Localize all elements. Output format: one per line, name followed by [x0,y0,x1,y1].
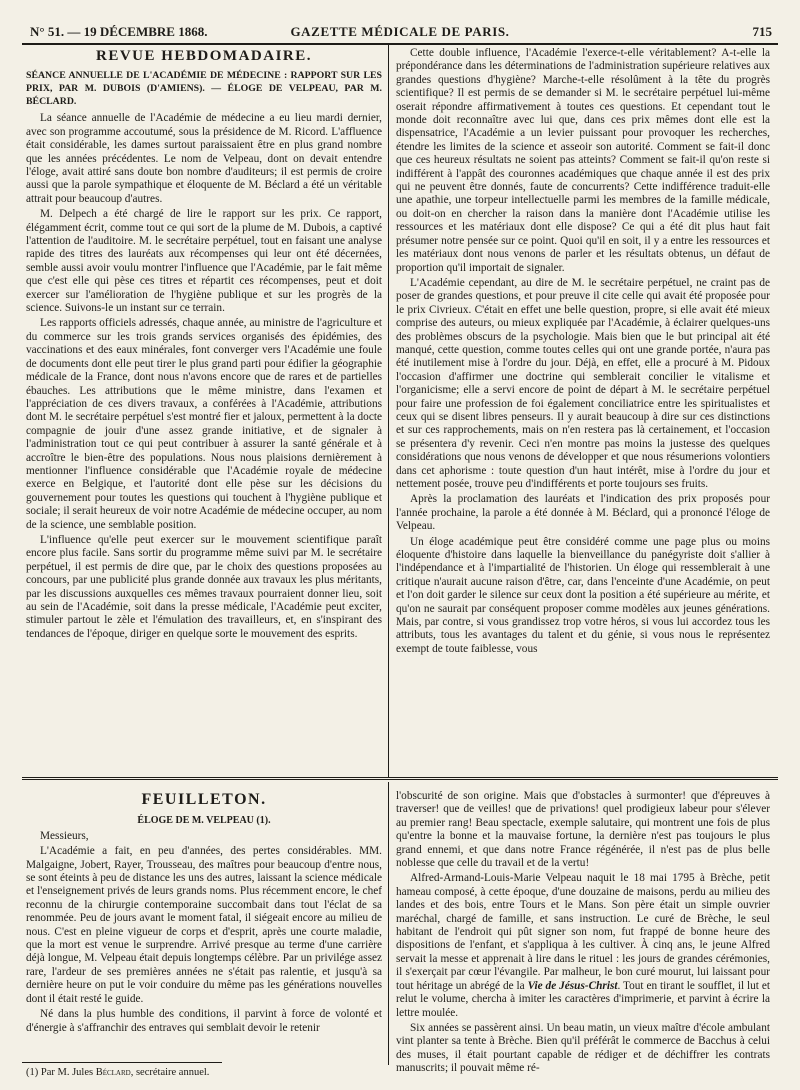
seance-heading: SÉANCE ANNUELLE DE L'ACADÉMIE DE MÉDECINE : RAPPORT SUR LES PRIX, PAR M. DUBOIS (D'AMIENS). — ÉLOGE DE VELPEAU, PAR M. BÉCLARD. [26,70,382,107]
revue-paragraph: Les rapports officiels adressés, chaque année, au ministre de l'agriculture et du commerce sur les trois grands services organisés des épidémies, des vaccinations et des eaux minérales, font converger vers l'Académie une foule de documents dont elle peut tirer le plus grand parti pour édifier la géographie médicale de la France, dont nous n'avons encore que de rares et de partielles ébauches. Les attributions que le même ministre, dans l'examen et l'appréciation de ces divers travaux, a conférées à l'Académie, attributions dont M. le secrétaire perpétuel s'est montré fier et jaloux, permettent à la docte compagnie de jouir d'une assez grande initiative, et de signaler à l'administration tout ce qui peut contribuer à assurer la santé générale et à accroître le bien-être des populations. Nous nous plaisions dernièrement à mentionner l'influence considérable que l'Académie royale de médecine exerce en Belgique, et l'autorité dont elle pèse sur les décisions du gouvernement pour toutes les questions qui touchent à l'hygiène publique et sociale; il serait heureux de voir notre Académie de médecine occuper, au nom de la science, une semblable position. [26,317,382,531]
eloge-heading: ÉLOGE DE M. VELPEAU (1). [137,815,271,827]
journal-title: GAZETTE MÉDICALE DE PARIS. [290,24,510,39]
feuilleton-left-column [26,787,382,1063]
feuilleton-text: . Tout en tirant le soufflet, il lut et relut le volume, chercha à imiter les caractères d'imprimerie, et parvint à écrire la lettre moulée. [396,979,771,1019]
column-divider-bottom [388,782,389,1065]
page-number: 715 [752,24,772,39]
revue-right-column [396,47,770,775]
revue-paragraph: L'Académie cependant, au dire de M. le secrétaire perpétuel, ne craint pas de poser de grandes questions, et pour preuve il cite celle qui avait été proposée pour le prix Civrieux. C'était en effet une belle question, propre, si elle avait été mieux comprise des auteurs, ou mieux expliquée par l'Académie, à éclairer quelques-uns des problèmes obscurs de la psychologie. Mais bien que le but principal ait été manqué, cette question, comme toutes celles qui ont une grande portée, n'aura pas été inutilement mise à l'ordre du jour. Déjà, en effet, elle a procuré à M. Pidoux l'occasion d'affirmer une doctrine qui semblerait concilier le vitalisme et l'organicisme; elle a servi encore de point de départ à M. le secrétaire perpétuel pour faire une profession de foi également conciliatrice entre les spiritualistes et ceux qui se disent libres penseurs. Il y aurait beaucoup à dire sur ces distinctions et sur ces rapprochements, mais on n'en restera pas là certainement, et l'occasion se présentera d'y revenir. Ceci n'en montre pas moins la justesse des quelques considérations que nous venons de développer et que nous résumerions volontiers dans cet aphorisme : toute question d'un haut intérêt, mise à l'ordre du jour et nettement posée, trouve peu d'indifférents et porte toujours ses fruits. [396,276,770,490]
feuilleton-divider [22,777,778,781]
feuilleton-title: FEUILLETON. [141,791,267,808]
footnote-text: (1) Par M. Jules [26,1067,96,1078]
revue-paragraph: Après la proclamation des lauréats et l'indication des prix proposés pour l'année prochaine, la parole a été donnée à M. Béclard, qui a prononcé l'éloge de Velpeau. [396,493,770,533]
revue-paragraph: La séance annuelle de l'Académie de médecine a eu lieu mardi dernier, avec son programme accoutumé, sous la présidence de M. Ricord. L'affluence était considérable, les dames surtout paraissaient être en plus grand nombre que les années précédentes. Le nom de Velpeau, dont on devait entendre l'éloge, avait attiré sans doute bon nombre d'auditeurs; il est permis de croire aussi que la parole sympathique et éloquente de M. Béclard a été un véritable attrait pour beaucoup d'autres. [26,112,382,205]
feuilleton-paragraph: Six années se passèrent ainsi. Un beau matin, un vieux maître d'école ambulant vint planter sa tente à Brèche. Bien qu'il préférât le commerce de Bacchus à celui des muses, il était pourtant capable de rédiger et de déchiffrer les contrats manuscrits; il pouvait même ré- [396,1021,770,1075]
revue-paragraph: Un éloge académique peut être considéré comme une page plus ou moins éloquente d'histoire dans laquelle la bienveillance du panégyriste doit s'allier à l'indépendance et à l'impartialité de l'historien. Un éloge qui ressemblerait à une critique n'aurait aucune raison d'être, car, dans l'enceinte d'une Académie, on peut et l'on doit garder le silence sur ceux dont la position a été supérieure au mérite, et qu'on ne saurait par conséquent proposer comme modèles aux jeunes générations. Mais, par contre, si vous grandissez trop votre héros, si vous lui accordez tous les attributs, tous les avantages du talent et du génie, si vous nous le représentez exempt de toute faiblesse, vous [396,535,770,655]
footnote-rule [22,1062,222,1063]
revue-paragraph: M. Delpech a été chargé de lire le rapport sur les prix. Ce rapport, élégamment écrit, comme tout ce qui sort de la plume de M. Dubois, a captivé l'attention de l'auditoire. M. le secrétaire perpétuel, tout en faisant une analyse rapide des titres des lauréats aux récompenses qui leur ont été décernées, semble aussi avoir voulu montrer l'influence que l'Académie, par le fait même que c'est elle qui pèse ces titres et répartit ces récompenses, peut et doit exercer sur l'amélioration de l'hygiène publique et sur les progrès de la science. Suivons-le un instant sur ce terrain. [26,208,382,315]
feuilleton-right-column [396,790,771,1075]
masthead-rule [22,43,778,45]
masthead [22,20,778,42]
book-title: Vie de Jésus-Christ [527,979,618,992]
feuilleton-paragraph: l'obscurité de son origine. Mais que d'obstacles à surmonter! que d'épreuves à traverser! que de veilles! que de privations! quel prodigieux labeur pour s'élever au premier rang! Beau spectacle, exemple salutaire, qui montrent une fois de plus qu'entre la bonne et la mauvaise fortune, la dernière n'est pas toujours le plus grand ennemi, et que dans notre France régénérée, il n'est pas de plus belle noblesse que celle du travail et de la vertu! [396,790,770,870]
feuilleton-text: Alfred-Armand-Louis-Marie Velpeau naquit le 18 mai 1795 à Brèche, petit hameau composé, à cette époque, d'une douzaine de maisons, perdu au milieu des landes et des bois, entre Tours et le Mans. Son père était un simple ouvrier maréchal, chargé de famille, et sans instruction. Le curé de Brèche, le seul habitant de l'endroit qui pût signer son nom, fut frappé de bonne heure des dispositions de l'enfant, et s'appliqua à les cultiver. À cinq ans, le jeune Alfred servait la messe et apprenait à lire dans le rituel : les jours de grandes cérémonies, il s'exerçait par cœur l'évangile. Par malheur, le bon curé mourut, lui laissant pour tout héritage un abrégé de la [396,872,770,992]
feuilleton-paragraph [396,872,770,1019]
revue-paragraph: L'influence qu'elle peut exercer sur le mouvement scientifique paraît encore plus facile. Sans sortir du programme même suivi par M. le secrétaire perpétuel, il est permis de dire que, par le choix des questions proposées au concours, par une publicité plus grande donnée aux travaux les plus méritants, par les discussions auxquelles ces mêmes travaux pourraient donner lieu, soit au sein de l'Académie, soit dans la presse médicale, l'Académie peut exciter, stimuler partout le zèle et l'émulation des travailleurs, et, en s'inspirant des tendances de l'époque, diriger en quelque sorte le mouvement des esprits. [26,533,382,640]
column-divider-top [388,44,389,777]
feuilleton-paragraph: L'Académie a fait, en peu d'années, des pertes considérables. MM. Malgaigne, Jobert, Rayer, Trousseau, des maîtres pour beaucoup d'entre nous, se sont éteints à peu de distance les uns des autres, laissant la science médicale et l'enseignement privés de leurs grands noms. Plus récemment encore, le chef reconnu de la chirurgie contemporaine succombait dans tout l'éclat de sa renommée. Peu de jours avant le moment fatal, il siégeait encore au milieu de nous. C'est en pleine vigueur de corps et d'esprit, après une courte maladie, que la mort est venue le surprendre. Arrivé presque au terme d'une carrière déjà longue, M. Velpeau était depuis longtemps célèbre. Par un privilége assez rare, l'ardeur de ses premières années ne s'était pas ralentie, et jusqu'à sa dernière heure on put le voir conduire du même pas les générations nouvelles dont il était resté le guide. [26,845,382,1005]
salutation: Messieurs, [40,829,89,842]
footnote-text: , secrétaire annuel. [130,1067,210,1078]
revue-title: REVUE HEBDOMADAIRE. [95,48,312,64]
issue-date: N° 51. — 19 DÉCEMBRE 1868. [30,24,208,39]
revue-left-column [26,70,382,775]
feuilleton-paragraph: Né dans la plus humble des conditions, il parvint à force de volonté et d'énergie à s'affranchir des entraves qui semblait devoir le retenir [26,1008,382,1034]
footnote [26,1067,382,1078]
revue-paragraph: Cette double influence, l'Académie l'exerce-t-elle véritablement? A-t-elle la prépondérance dans les déterminations de l'administration supérieure relatives aux grandes questions d'hygiène? Marche-t-elle résolûment à la tête du progrès scientifique? Il est permis de se demander si M. le secrétaire perpétuel lui-même oserait répondre affirmativement à toutes ces questions. Et cependant tout le monde doit reconnaître avec lui que, dans ces prix mêmes dont elle est la dispensatrice, l'Académie a un levier puissant pour provoquer les recherches, étendre les limites de la science et asseoir son autorité. Comment se fait-il donc que ces heureux résultats ne soient pas atteints? Comment se fait-il qu'on reste si indifférent à l'appât des couronnes académiques que chaque année il est des prix qui ne peuvent être donnés, faute de concurrents? Cette indifférence traduit-elle une apathie, une torpeur intellectuelle parmi les membres de la famille médicale, ou doit-on en chercher la raison dans la manière dont l'Académie utilise les ressources et les matériaux dont elle dispose? Ce qui a été dit plus haut fait présumer notre pensée sur ce point. Quoi qu'il en soit, il y a entre les ressources et les matériaux dont nous venons de parler et les résultats obtenus, un défaut de proportion qu'il importait de signaler. [396,47,770,274]
footnote-author: Béclard [95,1067,131,1078]
